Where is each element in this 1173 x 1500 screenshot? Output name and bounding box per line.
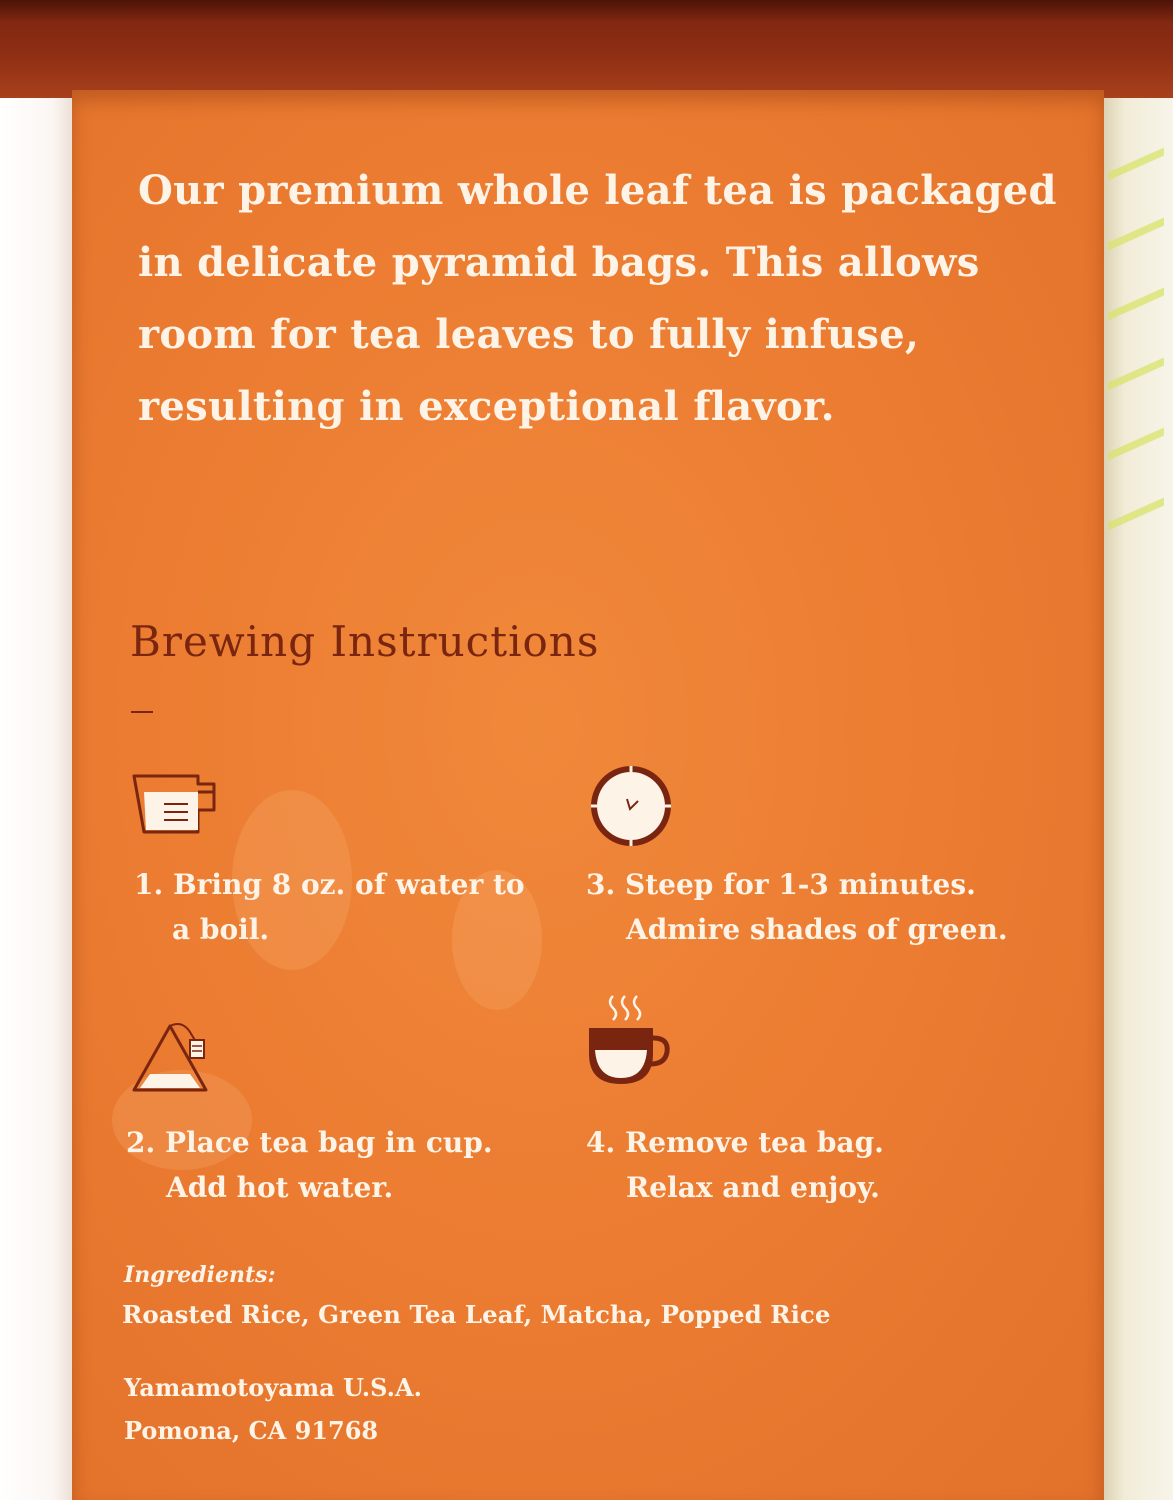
company-address: Pomona, CA 91768 [124,1416,379,1445]
company-name: Yamamotoyama U.S.A. [124,1373,422,1402]
step-number: 1. [134,868,164,901]
intro-paragraph: Our premium whole leaf tea is packaged in delicate pyramid bags. This allows room for tea leaves to fully infuse, resulting in exceptional flavor. [138,167,1057,430]
step-text-line1: Remove tea bag. [624,1126,884,1159]
step-text-line1: Place tea bag in cup. [164,1126,493,1159]
step-2 [126,1120,493,1210]
measuring-cup-icon [128,768,224,838]
step-1 [134,862,525,952]
step-number: 4. [586,1126,616,1159]
ingredients-label: Ingredients: [124,1262,276,1288]
company-info [124,1366,422,1452]
box-left-edge [0,60,75,1500]
step-number: 2. [126,1126,156,1159]
step-text-line2: a boil. [172,913,270,946]
box-lid-shadow [0,0,1173,22]
pyramid-tea-bag-icon [130,1016,218,1096]
box-right-edge [1098,60,1173,1500]
brewing-heading: Brewing Instructions [130,617,600,666]
step-text-line1: Steep for 1-3 minutes. [624,868,976,901]
heading-divider [131,711,153,713]
step-text-line2: Admire shades of green. [626,913,1008,946]
timer-clock-icon [588,763,674,849]
step-4 [586,1120,884,1210]
step-text-line1: Bring 8 oz. of water to [172,868,525,901]
step-number: 3. [586,868,616,901]
ingredients-list: Roasted Rice, Green Tea Leaf, Matcha, Popped Rice [122,1300,831,1329]
step-3 [586,862,1008,952]
steaming-cup-icon [585,990,675,1090]
step-text-line2: Add hot water. [166,1171,394,1204]
step-text-line2: Relax and enjoy. [626,1171,880,1204]
